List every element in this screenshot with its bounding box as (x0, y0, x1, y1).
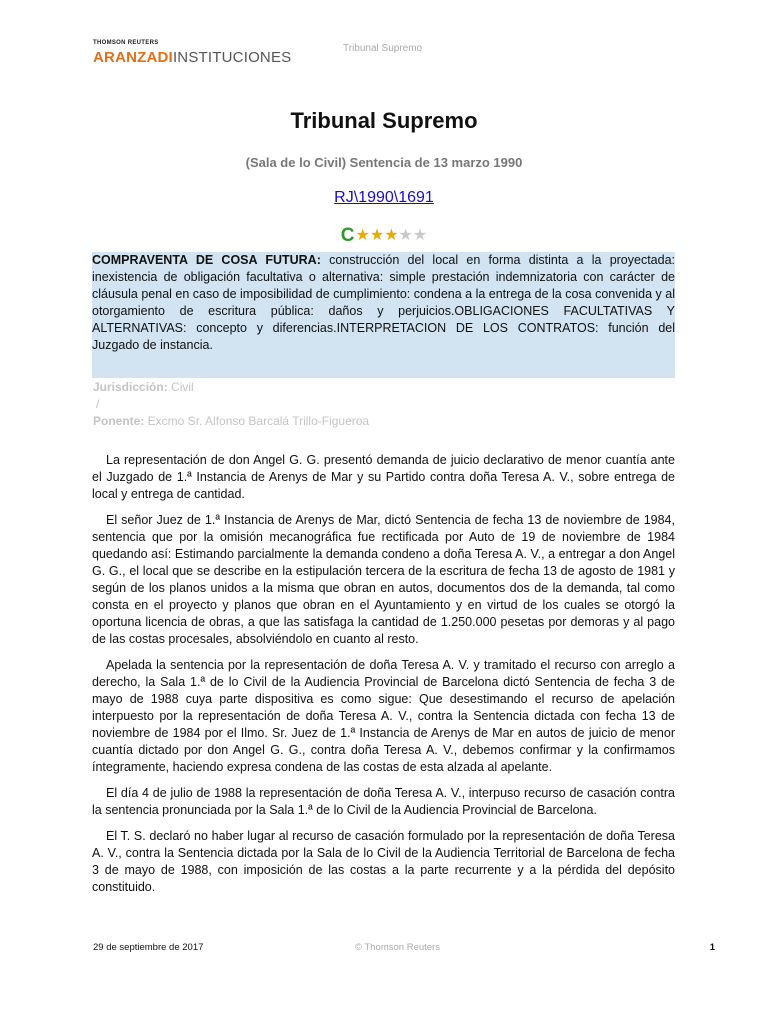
jurisdiction-label: Jurisdicción: (93, 380, 168, 394)
jurisdiction-value: Civil (167, 380, 194, 394)
star-filled-icon: ★ (355, 227, 370, 244)
summary-lead: COMPRAVENTA DE COSA FUTURA: (92, 253, 321, 267)
document-header (93, 40, 683, 70)
rating (0, 225, 768, 247)
document-body (92, 452, 675, 905)
reference-container (0, 189, 768, 207)
footer-copyright: © Thomson Reuters (355, 942, 440, 953)
summary-box (92, 252, 675, 378)
document-title: Tribunal Supremo (290, 108, 478, 133)
publisher-small-label: THOMSON REUTERS (93, 40, 159, 46)
jurisdiction-line (93, 380, 194, 394)
body-paragraph: La representación de don Angel G. G. presentó demanda de juicio declarativo de menor cuantía ante el Juzgado de 1.ª Instancia de Arenys de Mar y su Partido contra doña Teresa A. V., sobre entrega de local y entrega de cantidad. (92, 453, 675, 501)
star-empty-icon: ★ (412, 227, 428, 244)
star-filled-icon: ★ (369, 227, 385, 244)
star-empty-icon: ★ (398, 227, 413, 244)
summary-text: construcción del local en forma distinta a la proyectada: inexistencia de obligación facultativa o alternativa: simple prestación indemnizatoria con carácter de cláusula penal en caso de imposibilidad de cumplimiento: condena a la entrega de la cosa convenida y al otorgamiento de escritura pública: daños y perjuicios.OBLIGACIONES FACULTATIVAS Y ALTERNATIVAS: concepto y diferencias.INTERPRETACION DE LOS CONTRATOS: función del Juzgado de instancia. (92, 253, 676, 352)
header-court-label: Tribunal Supremo (343, 43, 423, 54)
ponente-label: Ponente: (93, 414, 145, 428)
body-paragraph: El día 4 de julio de 1988 la representación de doña Teresa A. V., interpuso recurso de casación contra la sentencia pronunciada por la Sala 1.ª de lo Civil de la Audiencia Provincial de Barcelona. (92, 786, 675, 817)
ponente-line (93, 414, 369, 428)
ponente-value: Excmo Sr. Alfonso Barcalá Trillo-Figueroa (144, 414, 370, 428)
meta-separator: / (96, 397, 100, 411)
brand-primary: ARANZADI (93, 49, 173, 66)
brand-logo (93, 49, 291, 66)
body-paragraph: Apelada la sentencia por la representación de doña Teresa A. V. y tramitado el recurso con arreglo a derecho, la Sala 1.ª de lo Civil de la Audiencia Provincial de Barcelona dictó Sentencia de fecha 3 de mayo de 1988 cuya parte dispositiva es como sigue: Que desestimando el recurso de apelación interpuesto por la representación de doña Teresa A. V., contra la Sentencia dictada con fecha 13 de noviembre de 1984 por el Ilmo. Sr. Juez de 1.ª Instancia de Arenys de Mar en autos de juicio de menor cuantía dictado por don Angel G. G., contra doña Teresa A. V., debemos confirmar y la confirmamos íntegramente, haciendo expresa condena de las costas de esta alzada al apelante. (92, 658, 675, 774)
document-subtitle: (Sala de lo Civil) Sentencia de 13 marzo 1990 (245, 155, 523, 170)
reference-link[interactable]: RJ\1990\1691 (334, 189, 434, 206)
page-number: 1 (709, 942, 715, 953)
footer-date: 29 de septiembre de 2017 (93, 942, 204, 953)
rating-letter: C (340, 225, 355, 246)
body-paragraph: El T. S. declaró no haber lugar al recurso de casación formulado por la representación de doña Teresa A. V., contra la Sentencia dictada por la Sala de lo Civil de la Audiencia Territorial de Barcelona de fecha 3 de mayo de 1988, con imposición de las costas a la parte recurrente y a la pérdida del depósito constituido. (92, 829, 675, 894)
body-paragraph: El señor Juez de 1.ª Instancia de Arenys de Mar, dictó Sentencia de fecha 13 de noviembre de 1984, sentencia que por la omisión mecanográfica fue rectificada por Auto de 19 de noviembre de 1984 quedando así: Estimando parcialmente la demanda condeno a doña Teresa A. V., a entregar a don Angel G. G., el local que se describe en la estipulación tercera de la escritura de fecha 13 de agosto de 1981 y según de los planos unidos a la misma que obran en autos, documentos dos de la demanda, tal como consta en el proyecto y planos que obran en el Ayuntamiento y en virtud de los cuales se otorgó la oportuna licencia de obras, a que las satisfaga la cantidad de 1.250.000 pesetas por demoras y al pago de las costas procesales, absolviéndolo en cuanto al resto. (92, 513, 675, 646)
star-filled-icon: ★ (384, 227, 399, 244)
brand-secondary: INSTITUCIONES (172, 49, 292, 66)
